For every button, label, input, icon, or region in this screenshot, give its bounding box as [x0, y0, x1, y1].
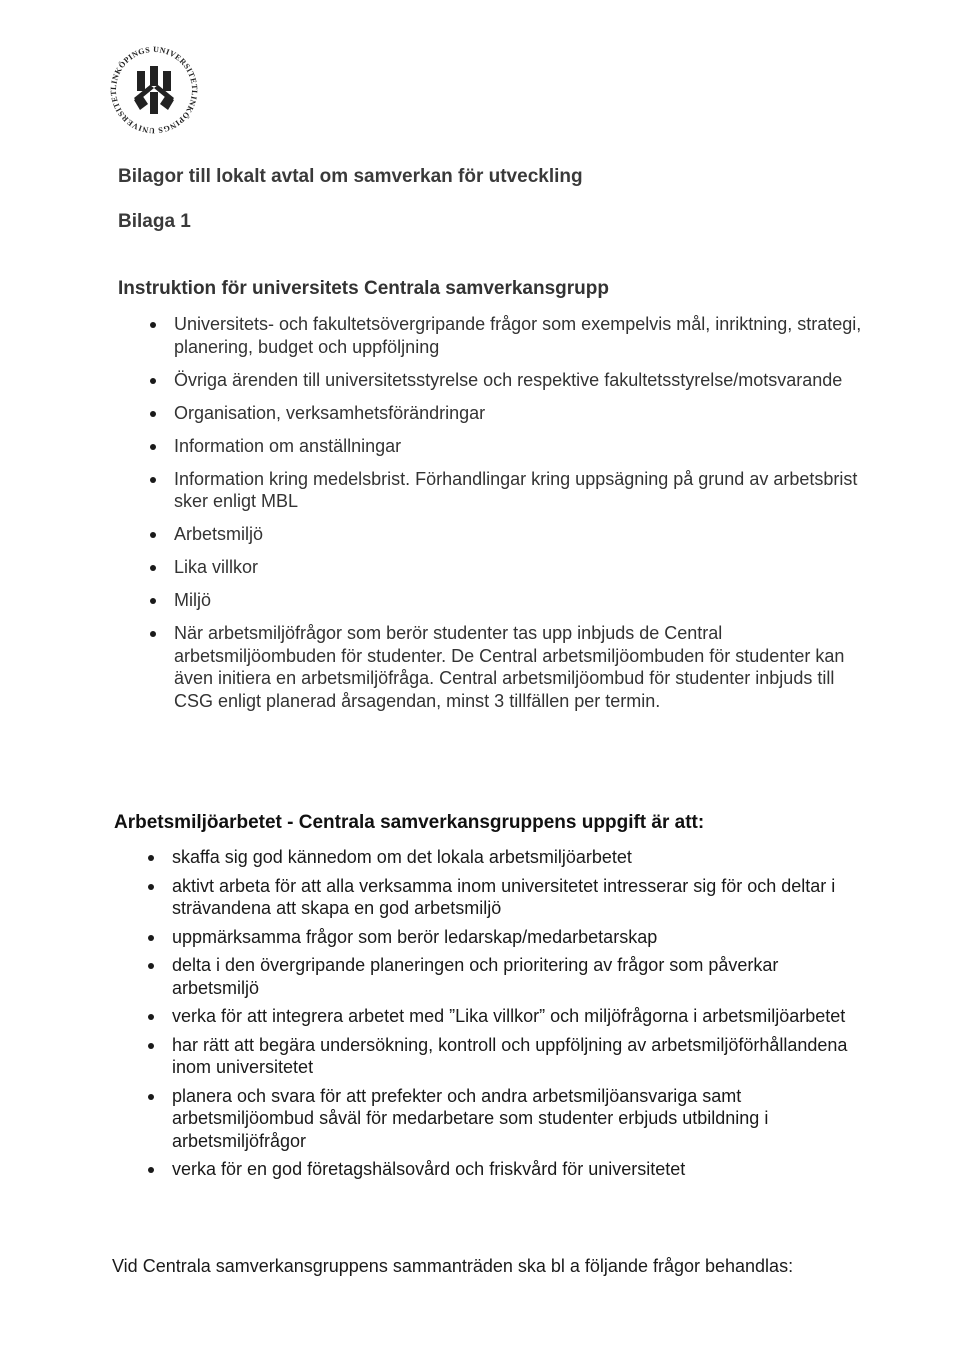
list-item-text: Organisation, verksamhetsförändringar [174, 402, 486, 423]
bullet-icon [150, 378, 156, 384]
bullet-icon [148, 935, 154, 941]
list-item-text: När arbetsmiljöfrågor som berör studenter tas upp inbjuds de Central arbetsmiljöombuden för studenter. De Central arbetsmiljöombuden för studenter kan även initiera en arbetsmiljöfråga. Central arbetsmiljöombud för studenter inbjuds till CSG enligt planerad årsagendan, minst 3 tillfällen per termin. [174, 623, 845, 711]
section-heading-work-environment: Arbetsmiljöarbetet - Centrala samverkansgruppens uppgift är att: [114, 812, 705, 833]
list-item [148, 926, 868, 949]
list-item [148, 954, 868, 999]
list-item [148, 1005, 868, 1028]
list-item-text: Övriga ärenden till universitetsstyrelse och respektive fakultetsstyrelse/motsvarande [174, 369, 843, 390]
list-item [148, 1085, 868, 1153]
list-item-text: Arbetsmiljö [174, 524, 264, 544]
section-heading-instructions: Instruktion för universitets Centrala samverkansgrupp [118, 278, 609, 299]
list-item-text: aktivt arbeta för att alla verksamma inom universitetet intresserar sig för och deltar i strävandena att skapa en god arbetsmiljö [172, 875, 836, 918]
bullet-icon [150, 444, 156, 450]
list-item [150, 622, 870, 712]
list-item [150, 402, 870, 425]
bullet-icon [148, 1014, 154, 1020]
list-item [150, 556, 870, 579]
bullet-icon [150, 598, 156, 604]
list-item-text: verka för en god företagshälsovård och friskvård för universitetet [172, 1159, 686, 1179]
list-item [148, 846, 868, 869]
bullet-icon [150, 532, 156, 538]
list-item [150, 589, 870, 612]
bullet-icon [150, 322, 156, 328]
instructions-list [150, 313, 870, 723]
list-item-text: Miljö [174, 590, 212, 610]
bullet-icon [150, 631, 156, 637]
list-item [150, 313, 870, 358]
list-item-text: verka för att integrera arbetet med ”Lika villkor” och miljöfrågorna i arbetsmiljöarbetet [172, 1006, 846, 1026]
bullet-icon [148, 1167, 154, 1173]
list-item-text: uppmärksamma frågor som berör ledarskap/medarbetarskap [172, 926, 658, 947]
list-item [150, 369, 870, 392]
document-subtitle: Bilaga 1 [118, 211, 191, 232]
bullet-icon [150, 411, 156, 417]
bullet-icon [148, 1094, 154, 1100]
list-item [148, 1158, 868, 1181]
list-item [150, 468, 870, 513]
list-item-text: Lika villkor [174, 557, 259, 577]
closing-paragraph: Vid Centrala samverkansgruppens sammanträden ska bl a följande frågor behandlas: [112, 1256, 794, 1276]
list-item-text: skaffa sig god kännedom om det lokala arbetsmiljöarbetet [172, 847, 632, 867]
list-item-text: planera och svara för att prefekter och andra arbetsmiljöansvariga samt arbetsmiljöombud såväl för medarbetare som studenter erbjuds utbildning i arbetsmiljöfrågor [172, 1085, 769, 1151]
list-item-text: Information om anställningar [174, 435, 402, 456]
list-item [148, 875, 868, 920]
list-item [148, 1034, 868, 1079]
bullet-icon [148, 884, 154, 890]
university-seal-logo [104, 40, 204, 140]
bullet-icon [150, 477, 156, 483]
bullet-icon [148, 855, 154, 861]
list-item-text: Universitets- och fakultetsövergripande frågor som exempelvis mål, inriktning, strategi, planering, budget och uppföljning [174, 314, 862, 357]
list-item [150, 523, 870, 546]
logo-text-bottom: LINKÖPINGS UNIVERSITET [108, 89, 200, 136]
list-item-text: delta i den övergripande planeringen och prioritering av frågor som påverkar arbetsmiljö [172, 955, 779, 998]
logo-text-top: LINKÖPINGS UNIVERSITET [108, 44, 200, 91]
bullet-icon [148, 1043, 154, 1049]
bullet-icon [148, 963, 154, 969]
document-title: Bilagor till lokalt avtal om samverkan för utveckling [118, 166, 583, 187]
list-item-text: Information kring medelsbrist. Förhandlingar kring uppsägning på grund av arbetsbrist sker enligt MBL [174, 468, 858, 511]
list-item [150, 435, 870, 458]
bullet-icon [150, 565, 156, 571]
work-environment-list [148, 846, 868, 1187]
list-item-text: har rätt att begära undersökning, kontroll och uppföljning av arbetsmiljöförhållandena inom universitetet [172, 1034, 848, 1077]
